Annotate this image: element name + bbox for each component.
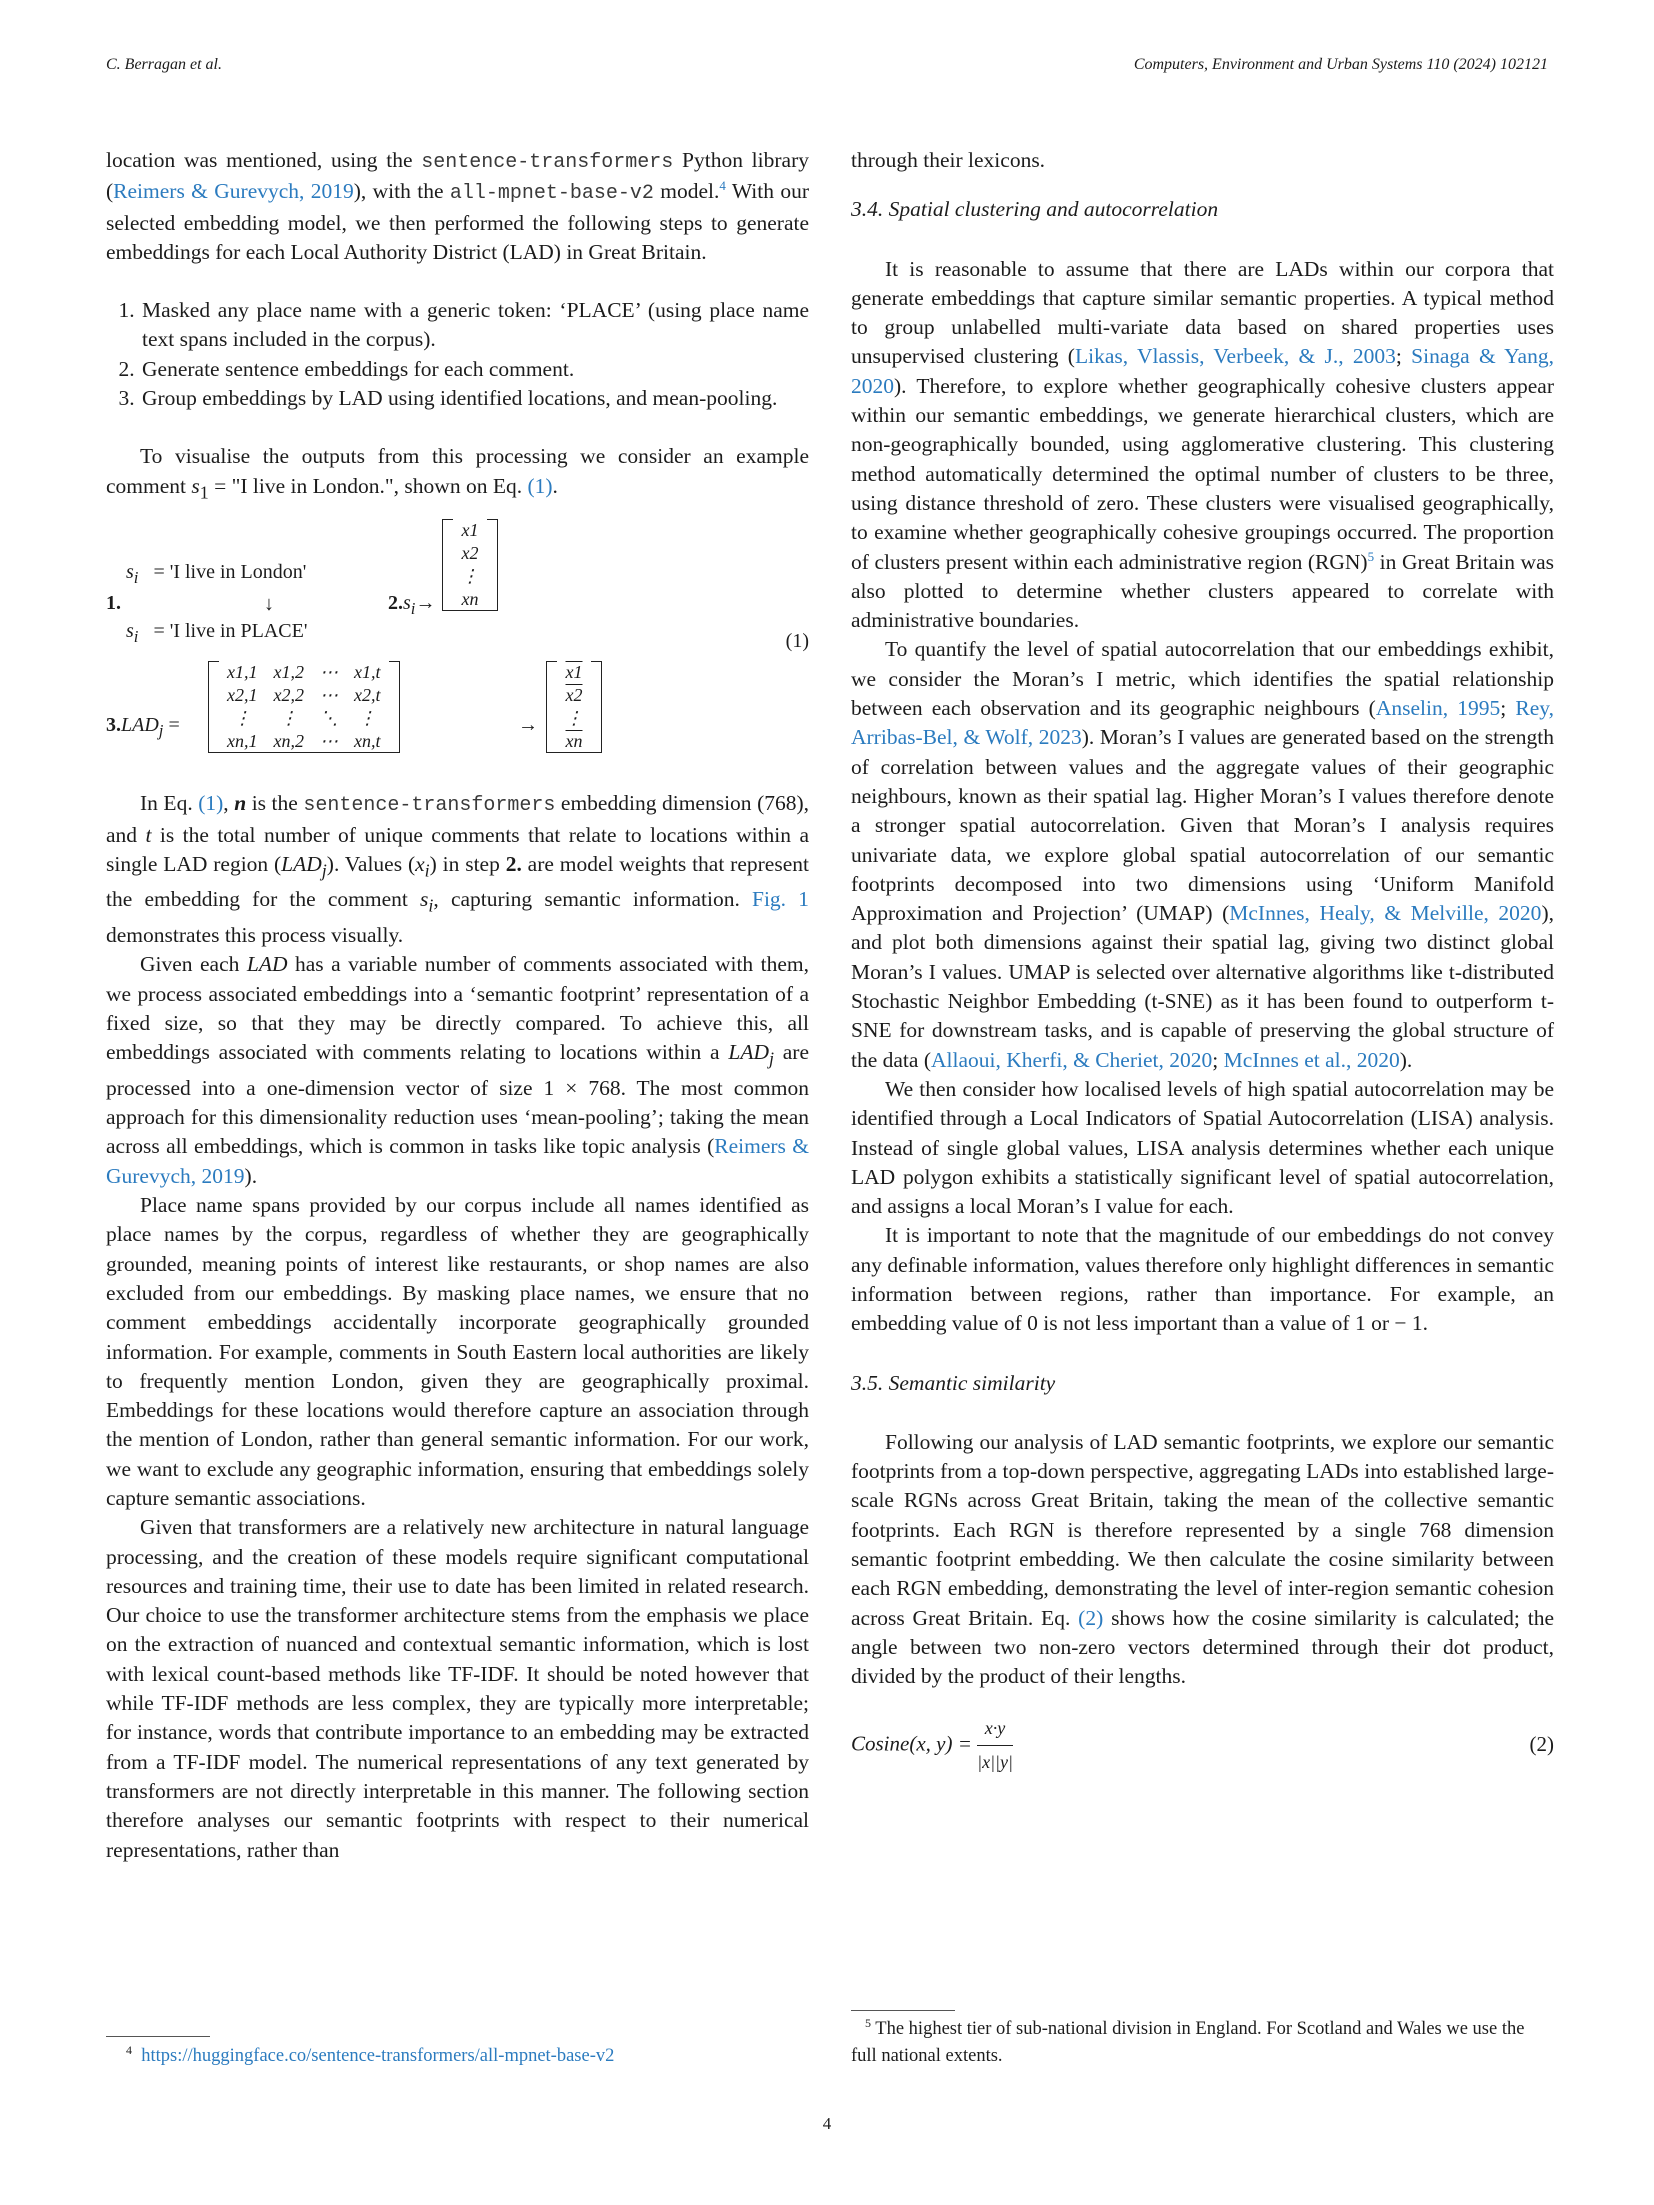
matrix-cell: ⋯: [320, 731, 338, 752]
vector-entry: x1: [461, 520, 479, 541]
right-paragraph-3: We then consider how localised levels of high spatial autocorrelation may be identified through a Local Indicators of Spatial Autocorrelation (LISA) analysis. Instead of single global values, LISA analysis determines whether each unique LAD polygon exhibits a statistically significant level of spatial autocorrelation, and assigns a local Moran’s I value for each.: [851, 1076, 1554, 1219]
matrix-cell: x1,1: [227, 662, 258, 683]
right-paragraph-4: It is important to note that the magnitude of our embeddings do not convey any definable information, values therefore only highlight differences in semantic information between regions, rather than importance. For example, an embedding value of 0 is not less important than a value of 1 or − 1.: [851, 1223, 1554, 1336]
right-paragraph-5: Following our analysis of LAD semantic footprints, we explore our semantic footprints from a top-down perspective, aggregating LADs into established large-scale RGNs across Great Britain, taking the mean of the collective semantic footprints. Each RGN is therefore represented by a single 768 dimension semantic footprint embedding. We then calculate the cosine similarity between each RGN embedding, demonstrating the level of inter-region semantic cohesion across Great Britain. Eq. (2) shows how the cosine similarity is calculated; the angle between two non-zero vectors determined through their dot product, divided by the product of their lengths.: [851, 1429, 1554, 1689]
list-item: 3. Group embeddings by LAD using identified locations, and mean-pooling.: [140, 384, 809, 413]
running-header: [106, 56, 1548, 74]
matrix-cell: x1,2: [273, 662, 304, 683]
citation-mcinnes-et-al[interactable]: McInnes et al., 2020: [1223, 1047, 1400, 1072]
citation-reimers-gurevych[interactable]: Reimers & Gurevych, 2019: [113, 179, 354, 204]
citation-sinaga-yang[interactable]: Sinaga & Yang, 2020: [851, 344, 1554, 398]
code-sentence-transformers: sentence-transformers: [303, 794, 556, 818]
equation-2-number: (2): [1529, 1731, 1554, 1756]
eq1-mean-vector: [546, 661, 602, 753]
left-paragraph-5: Place name spans provided by our corpus include all names identified as place names by the corpus, regardless of whether they are geographically grounded, meaning points of interest like restaurants, or shop names are also excluded from our embeddings. By masking place names, we ensure that no comment embeddings accidentally incorporate geographically grounded information. For example, comments in South Eastern local authorities are likely to frequently mention London, given they are geographically proximal. Embeddings for these locations would therefore capture an association through the mention of London, rather than general semantic information. For our work, we want to exclude any geographic information, ensuring that embeddings solely capture semantic associations.: [106, 1193, 809, 1510]
left-paragraph-6: Given that transformers are a relatively new architecture in natural language processing, and the creation of these models require significant computational resources and training time, their use to date has been limited in related research. Our choice to use the transformer architecture stems from the emphasis we place on the extraction of nuanced and contextual semantic information, which is lost with lexical count-based methods like TF-IDF. It should be noted however that while TF-IDF methods are less complex, they are typically more interpretable; for instance, words that contribute importance to an embedding may be extracted from a TF-IDF model. The numerical representations of any text generated by transformers are not directly interpretable in this manner. The following section therefore analyses our semantic footprints with respect to their numerical representations, rather than: [106, 1515, 809, 1862]
eq2-lhs: Cosine(x, y) =: [851, 1731, 972, 1756]
left-paragraph-2: To visualise the outputs from this processing we consider an example comment $s_1$ = "I live in London.", shown on Eq. (1).: [106, 444, 809, 502]
eq1-step2-block: $2.s_i\to$: [388, 592, 436, 619]
section-heading-3-4: 3.4. Spatial clustering and autocorrelation: [851, 197, 1219, 222]
footnote-divider-right: [851, 2010, 955, 2011]
citation-rey[interactable]: Rey, Arribas-Bel, & Wolf, 2023: [851, 696, 1555, 750]
vector-entry: x2: [565, 685, 583, 706]
vector-entry: $\overline{xn}$: [565, 731, 583, 752]
matrix-cell: ⋮: [358, 708, 377, 729]
footnote-link[interactable]: https://huggingface.co/sentence-transformers/all-mpnet-base-v2: [141, 2046, 615, 2066]
equation-ref-1[interactable]: (1): [527, 473, 553, 498]
code-sentence-transformers: sentence-transformers: [421, 151, 674, 174]
equation-1-number: (1): [785, 630, 809, 653]
equation-1: [106, 519, 809, 781]
citation-reimers-gurevych[interactable]: Reimers & Gurevych, 2019: [106, 1134, 809, 1188]
equation-2: [851, 1714, 1554, 1776]
list-item: 2. Generate sentence embeddings for each comment.: [140, 355, 809, 384]
matrix-cell: xn,1: [227, 731, 258, 752]
header-journal: Computers, Environment and Urban Systems 110 (2024) 102121: [1133, 56, 1548, 73]
matrix-cell: ⋯: [320, 685, 338, 706]
right-paragraph-0: through their lexicons.: [851, 148, 1046, 172]
equation-ref-1[interactable]: (1): [198, 791, 224, 816]
eq1-step3-label: $3.LAD_j$ =: [106, 714, 180, 741]
header-authors: C. Berragan et al.: [106, 56, 222, 73]
matrix-cell: x2,t: [354, 685, 381, 706]
footnote-4: $^4$ https://huggingface.co/sentence-transformers/all-mpnet-base-v2: [126, 2042, 615, 2066]
eq1-step1-block: $s_i$ = 'I live in London' ↓ $s_i$ = 'I live in PLACE': [126, 561, 308, 647]
equation-ref-2[interactable]: (2): [1078, 1605, 1104, 1630]
vector-entry: ⋮: [565, 708, 583, 729]
eq1-matrix: [208, 661, 400, 753]
matrix-cell: x1,t: [354, 662, 381, 683]
matrix-cell: x2,2: [273, 685, 304, 706]
figure-ref-1[interactable]: Fig. 1: [752, 887, 809, 912]
citation-anselin[interactable]: Anselin, 1995: [1375, 696, 1501, 721]
footnote-ref-5[interactable]: 5: [1367, 548, 1375, 564]
matrix-cell: ⋱: [320, 708, 338, 729]
footnote-ref-4[interactable]: 4: [719, 178, 726, 194]
right-paragraph-1: It is reasonable to assume that there are LADs within our corpora that generate embeddings that capture similar semantic properties. A typical method to group unlabelled multi-variate data based on shared properties uses unsupervised clustering (Likas, Vlassis, Verbeek, & J., 2003; Sinaga & Yang, 2020). Therefore, to explore whether geographically cohesive clusters appear within our semantic embeddings, we generate hierarchical clusters, which are non-geographically bounded, using agglomerative clustering. This clustering method automatically determined the optimal number of clusters to be three, using distance threshold of zero. These clusters were visualised geographically, to examine whether geographically cohesive groupings occurred. The proportion of clusters present within each administrative region (RGN)$^5$ in Great Britain was also plotted to determine whether clusters appeared to correlate with administrative boundaries.: [851, 256, 1554, 633]
right-paragraph-2: To quantify the level of spatial autocorrelation that our embeddings exhibit, we consider the Moran’s I metric, which identifies the spatial relationship between each observation and its geographic neighbours (Anselin, 1995; Rey, Arribas-Bel, & Wolf, 2023). Moran’s I values are generated based on the strength of correlation between values and the aggregate values of their geographic neighbours, known as their spatial lag. Higher Moran’s I values therefore denote a stronger spatial autocorrelation. Given that Moran’s I analysis requires univariate data, we explore global spatial autocorrelation of our semantic footprints decomposed into two dimensions using ‘Uniform Manifold Approximation and Projection’ (UMAP) (McInnes, Healy, & Melville, 2020), and plot both dimensions against their spatial lag, giving two distinct global Moran’s I values. UMAP is selected over alternative algorithms like t-distributed Stochastic Neighbor Embedding (t-SNE) as it has been found to outperform t-SNE for downstream tasks, and is capable of preserving the global structure of the data (Allaoui, Kherfi, & Cheriet, 2020; McInnes et al., 2020).: [851, 637, 1555, 1072]
section-heading-3-5: 3.5. Semantic similarity: [851, 1370, 1056, 1395]
page-number: 4: [822, 2114, 832, 2133]
left-paragraph-1: location was mentioned, using the sentence-transformers Python library (Reimers & Gurevych, 2019), with the all-mpnet-base-v2 model.$^4$ With our selected embedding model, we then performed the following steps to generate embeddings for each Local Authority District (LAD) in Great Britain.: [106, 148, 809, 264]
citation-mcinnes-healy[interactable]: McInnes, Healy, & Melville, 2020: [1229, 901, 1542, 926]
matrix-cell: xn,t: [354, 731, 381, 752]
matrix-cell: xn,2: [273, 731, 304, 752]
vector-entry: x2: [461, 543, 479, 564]
vector-entry: x1: [565, 662, 583, 683]
eq1-step1-label: 1.: [106, 592, 121, 615]
left-paragraph-3: In Eq. (1), n is the sentence-transformers embedding dimension (768), and t is the total number of unique comments that relate to locations within a single LAD region $(LAD_j)$. Values $(x_i)$ in step 2. are model weights that represent the embedding for the comment $s_i$, capturing semantic information. Fig. 1 demonstrates this process visually.: [106, 791, 810, 948]
processing-steps-list: [106, 296, 809, 413]
left-paragraph-4: Given each LAD has a variable number of comments associated with them, we process associated embeddings into a ‘semantic footprint’ representation of a fixed size, so that they may be directly compared. To achieve this, all embeddings associated with comments relating to locations within a $LAD_j$ are processed into a one-dimension vector of size 1 × 768. The most common approach for this dimensionality reduction uses ‘mean-pooling’; taking the mean across all embeddings, which is common in tasks like topic analysis (Reimers & Gurevych, 2019).: [106, 952, 809, 1188]
vector-entry: xn: [461, 589, 479, 610]
matrix-cell: ⋯: [320, 662, 338, 683]
citation-likas[interactable]: Likas, Vlassis, Verbeek, & J., 2003: [1074, 344, 1396, 369]
right-column: [851, 146, 1554, 1776]
matrix-cell: ⋮: [233, 708, 252, 729]
eq2-fraction: $\frac{x\cdot y}{|x||y|}$: [977, 1714, 1013, 1778]
footnote-divider-left: [106, 2036, 210, 2037]
eq1-vector: [442, 519, 498, 611]
matrix-cell: x2,1: [227, 685, 258, 706]
citation-allaoui[interactable]: Allaoui, Kherfi, & Cheriet, 2020: [931, 1047, 1213, 1072]
vector-entry: ⋮: [461, 566, 479, 587]
left-column: [106, 146, 809, 1865]
eq1-arrow: →: [518, 714, 538, 737]
matrix-cell: ⋮: [279, 708, 298, 729]
footnote-5: $^5$ The highest tier of sub-national division in England. For Scotland and Wales we use the full national extents.: [851, 2015, 1525, 2066]
list-item: 1. Masked any place name with a generic token: ‘PLACE’ (using place name text spans included in the corpus).: [140, 296, 809, 355]
code-model-name: all-mpnet-base-v2: [449, 182, 654, 206]
